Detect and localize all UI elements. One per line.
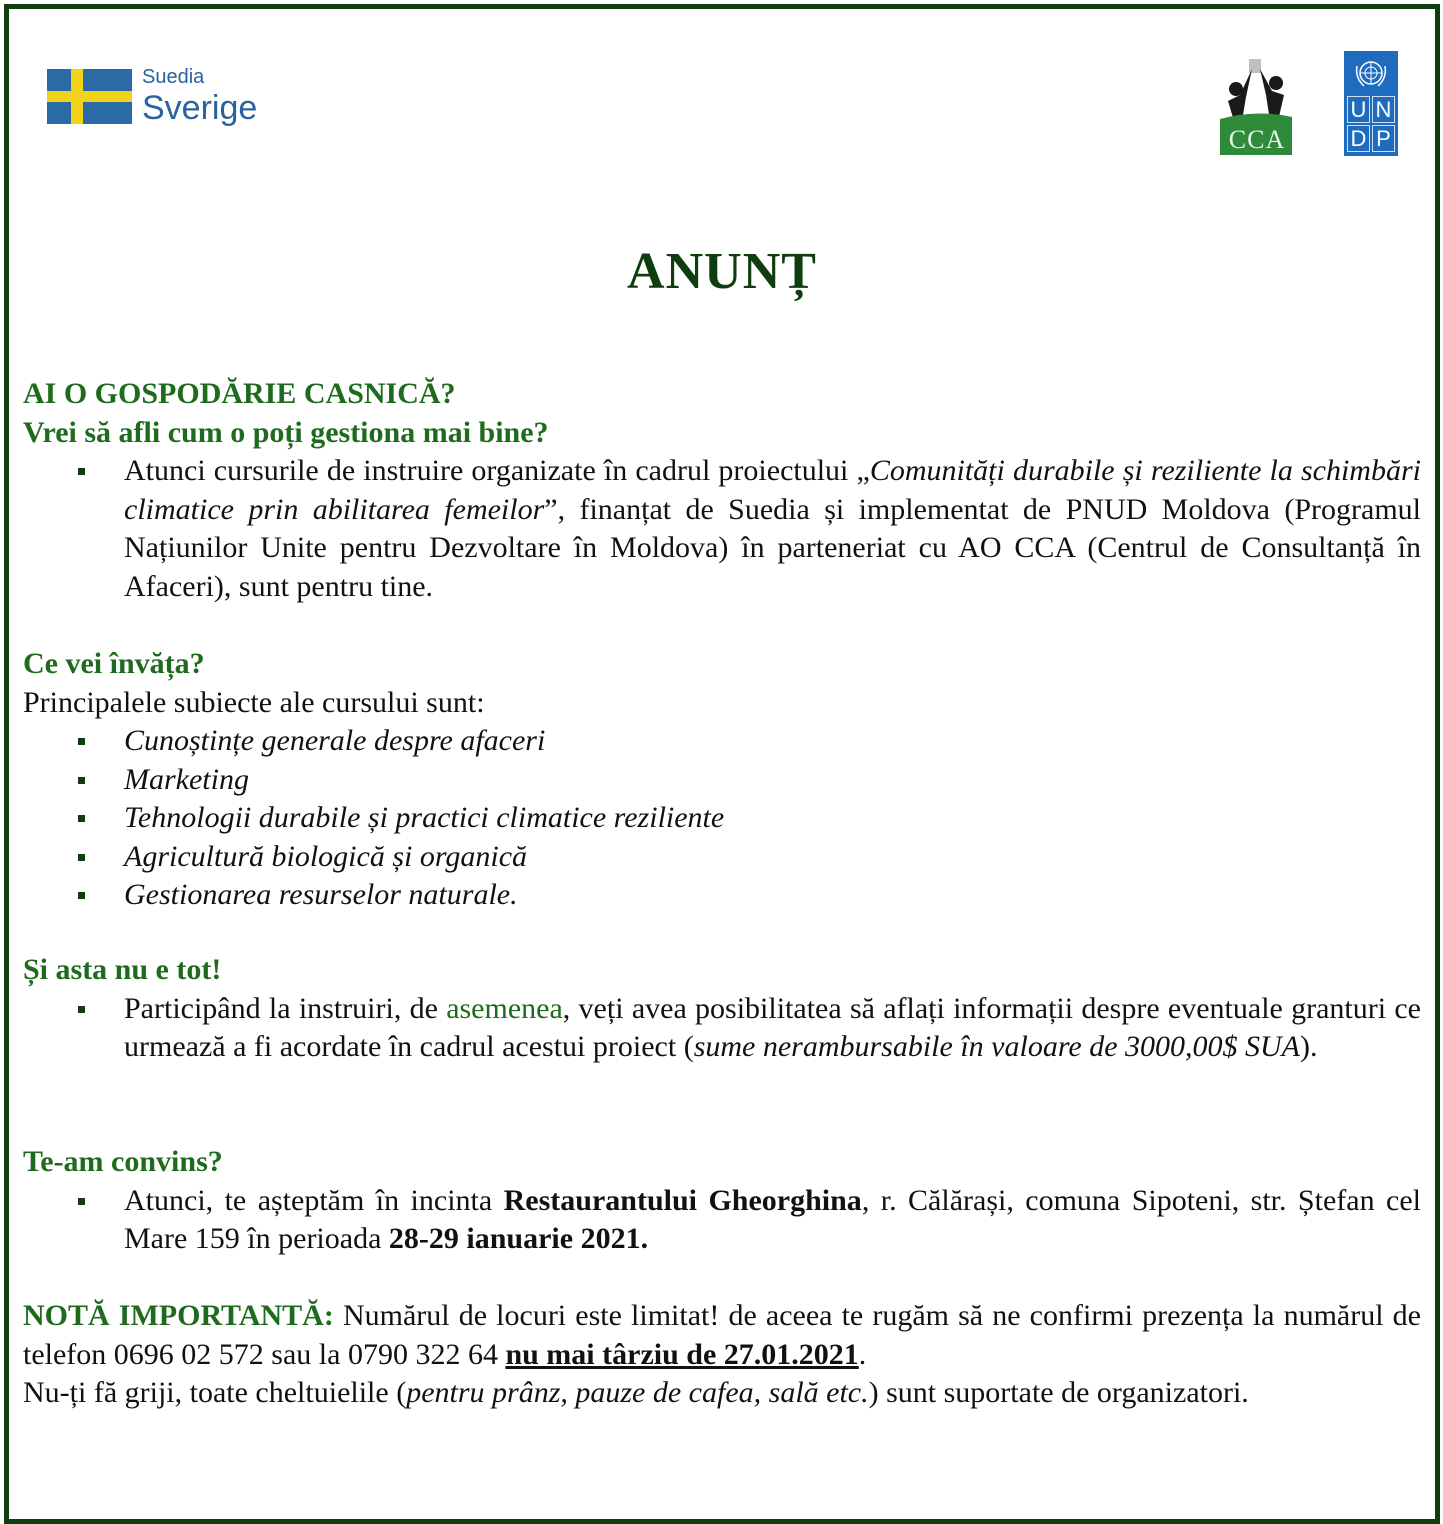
- announcement-frame: [4, 4, 1440, 1524]
- sweden-logo-small-label: Suedia: [142, 66, 205, 88]
- phone-number-2: 0790 322 64: [347, 1337, 498, 1371]
- topic-item: Agricultură biologică și organică: [23, 838, 1421, 877]
- topic-item: Cunoștințe generale despre afaceri: [23, 722, 1421, 761]
- section-venue: [23, 1143, 1421, 1259]
- section-topics-intro: Principalele subiecte ale cursului sunt:: [23, 685, 485, 719]
- undp-letter-u: U: [1347, 96, 1370, 123]
- section-venue-heading: Te-am convins?: [23, 1145, 223, 1178]
- list-item: Atunci cursurile de instruire organizate în cadrul proiectului „Comunități durabile și reziliente la schimbări climatice prin abilitarea femeilor”, finanțat de Suedia și implementat de PNUD Moldova (Programul Națiunilor Unite pentru Dezvoltare în Moldova) în parteneriat cu AO CCA (Centrul de Consultanță în Afaceri), sunt pentru tine.: [23, 452, 1421, 606]
- section-household-heading-2: Vrei să afli cum o poți gestiona mai bine?: [23, 415, 549, 449]
- section-grants: [23, 951, 1421, 1067]
- event-dates: 28-29 ianuarie 2021.: [388, 1222, 649, 1255]
- swedish-flag-icon: [47, 69, 132, 124]
- list-item: Atunci, te așteptăm în incinta Restaurantului Gheorghina, r. Călărași, comuna Sipoteni, str. Ștefan cel Mare 159 în perioada 28-29 ianuarie 2021.: [23, 1182, 1421, 1259]
- sweden-logo: [47, 67, 257, 125]
- topic-item: Gestionarea resurselor naturale.: [23, 876, 1421, 915]
- topic-item: Tehnologii durabile și practici climatice reziliente: [23, 799, 1421, 838]
- cca-logo-label: CCA: [1228, 125, 1286, 154]
- section-household-heading-1: AI O GOSPODĂRIE CASNICĂ?: [23, 377, 456, 410]
- section-topics-heading: Ce vei învăța?: [23, 647, 205, 680]
- important-note-label: NOTĂ IMPORTANTĂ:: [23, 1299, 334, 1332]
- topic-item: Marketing: [23, 761, 1421, 800]
- undp-logo: [1344, 51, 1398, 156]
- project-name: Comunități durabile și reziliente la schimbări climatice prin abilitarea femeilor: [124, 454, 1421, 526]
- registration-deadline: nu mai târziu de 27.01.2021: [505, 1337, 859, 1371]
- grant-amount: sume nerambursabile în valoare de 3000,00$ SUA: [693, 1030, 1301, 1063]
- undp-letter-n: N: [1372, 96, 1395, 123]
- announcement-document: [9, 9, 1435, 1519]
- un-emblem-icon: [1352, 56, 1390, 90]
- sweden-logo-big-label: Sverige: [142, 89, 258, 127]
- undp-letter-p: P: [1372, 125, 1395, 152]
- section-topics: [23, 645, 1421, 915]
- important-note: NOTĂ IMPORTANTĂ: Numărul de locuri este limitat! de aceea te rugăm să ne confirmi prezența la numărul de telefon 0696 02 572 sau la 0790 322 64 nu mai târziu de 27.01.2021. Nu-ți fă griji, toate cheltuielile (pentru prânz, pauze de cafea, sală etc.) sunt suportate de organizatori.: [23, 1299, 1421, 1409]
- page-title: ANUNȚ: [627, 243, 817, 300]
- section-household: [23, 375, 1421, 606]
- phone-number-1: 0696 02 572: [113, 1337, 264, 1371]
- undp-letter-d: D: [1347, 125, 1370, 152]
- section-grants-heading: Și asta nu e tot!: [23, 953, 222, 986]
- venue-name: Restaurantului Gheorghina: [503, 1183, 862, 1217]
- cca-logo: [1216, 59, 1296, 159]
- list-item: Participând la instruiri, de asemenea, veți avea posibilitatea să aflați informații despre eventuale granturi ce urmează a fi acordate în cadrul acestui proiect (sume nerambursabile în valoare de 3000,00$ SUA).: [23, 990, 1421, 1067]
